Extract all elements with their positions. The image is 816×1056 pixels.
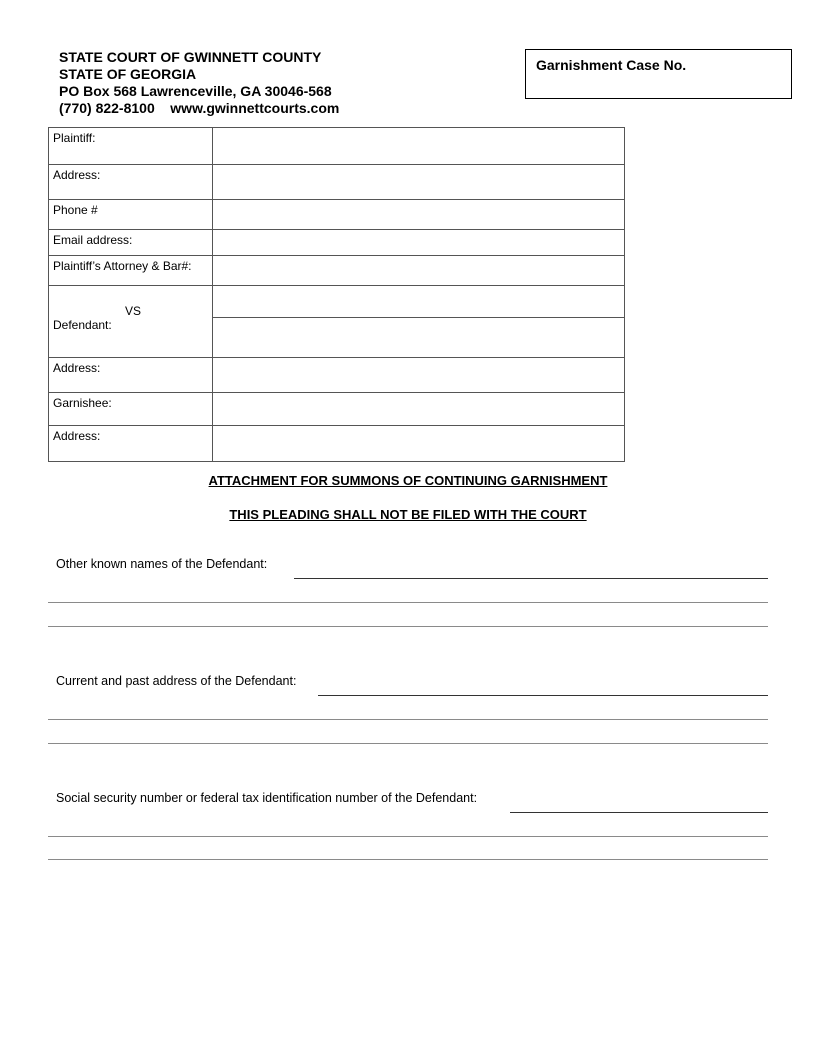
garnishee-label: Garnishee:: [49, 393, 213, 426]
court-address: PO Box 568 Lawrenceville, GA 30046-568: [59, 83, 332, 99]
ssn-line[interactable]: [510, 812, 768, 813]
defendant-address-field[interactable]: [213, 358, 625, 393]
court-name: STATE COURT OF GWINNETT COUNTY: [59, 49, 322, 65]
court-header: [59, 49, 339, 117]
ssn-line-3[interactable]: [48, 859, 768, 860]
plaintiff-label: Plaintiff:: [49, 128, 213, 165]
table-row: [49, 230, 625, 256]
table-row: [49, 358, 625, 393]
other-names-line-2[interactable]: [48, 602, 768, 603]
notice-title: THIS PLEADING SHALL NOT BE FILED WITH THE COURT: [229, 507, 587, 522]
email-field[interactable]: [213, 230, 625, 256]
table-row: [49, 393, 625, 426]
case-number-label: Garnishment Case No.: [536, 57, 687, 73]
plaintiff-address-label: Address:: [49, 165, 213, 200]
phone-label: Phone #: [49, 200, 213, 230]
vs-label: VS: [125, 304, 142, 318]
email-label: Email address:: [49, 230, 213, 256]
table-row: [49, 128, 625, 165]
phone-field[interactable]: [213, 200, 625, 230]
address-line[interactable]: [318, 695, 768, 696]
attorney-label: Plaintiff’s Attorney & Bar#:: [49, 256, 213, 286]
court-state: STATE OF GEORGIA: [59, 66, 197, 82]
table-row: [49, 165, 625, 200]
address-line-3[interactable]: [48, 743, 768, 744]
garnishee-field[interactable]: [213, 393, 625, 426]
other-names-line[interactable]: [294, 578, 768, 579]
address-line-2[interactable]: [48, 719, 768, 720]
defendant-address-label: Address:: [49, 358, 213, 393]
attorney-field[interactable]: [213, 256, 625, 286]
vs-defendant-cell: [49, 286, 213, 358]
address-label: Current and past address of the Defendant:: [56, 674, 297, 688]
other-names-line-3[interactable]: [48, 626, 768, 627]
ssn-label: Social security number or federal tax identification number of the Defendant:: [56, 791, 478, 805]
attachment-title: ATTACHMENT FOR SUMMONS OF CONTINUING GARNISHMENT: [208, 473, 608, 488]
table-row: [49, 286, 625, 358]
table-row: [49, 426, 625, 462]
ssn-line-2[interactable]: [48, 836, 768, 837]
other-names-label: Other known names of the Defendant:: [56, 557, 268, 571]
table-row: [49, 200, 625, 230]
parties-table: [48, 127, 625, 462]
defendant-label: Defendant:: [53, 318, 112, 332]
table-row: [49, 256, 625, 286]
garnishee-address-label: Address:: [49, 426, 213, 462]
court-contact: (770) 822-8100 www.gwinnettcourts.com: [59, 100, 340, 116]
case-number-box[interactable]: [525, 49, 792, 99]
garnishee-address-field[interactable]: [213, 426, 625, 462]
defendant-field[interactable]: [213, 286, 625, 358]
plaintiff-field[interactable]: [213, 128, 625, 165]
plaintiff-address-field[interactable]: [213, 165, 625, 200]
